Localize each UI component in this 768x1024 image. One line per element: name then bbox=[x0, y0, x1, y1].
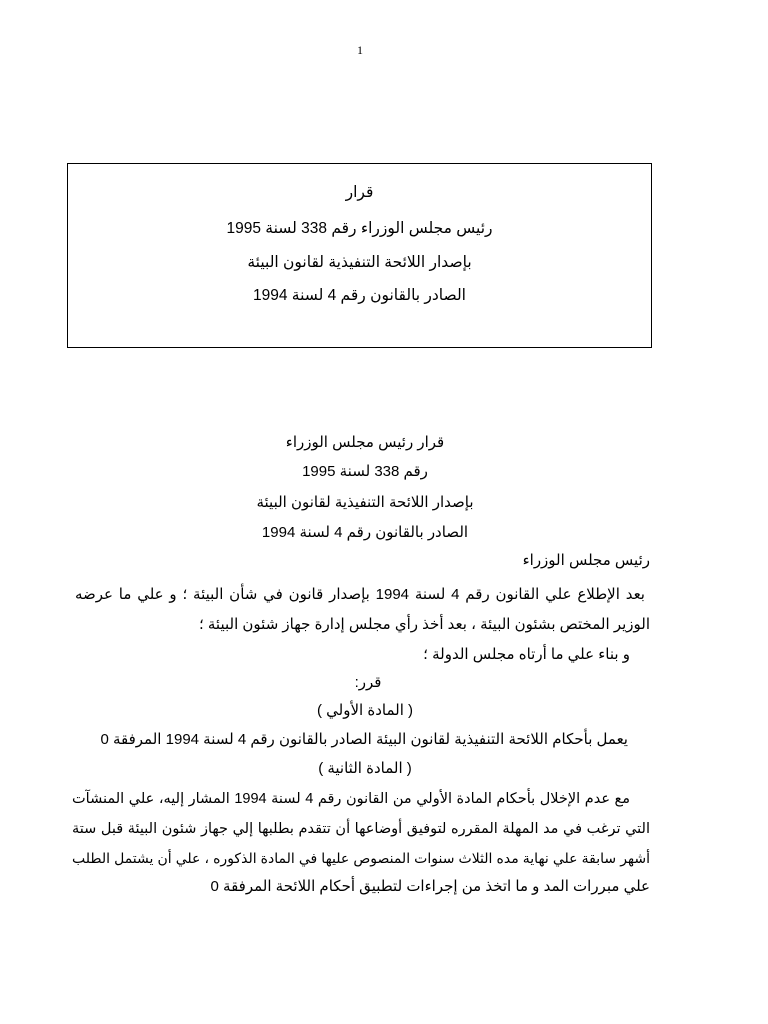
title-box-line-subject: بإصدار اللائحة التنفيذية لقانون البيئة bbox=[247, 254, 472, 271]
title-box-line-decision: قرار bbox=[345, 184, 374, 201]
article-1-line: يعمل بأحكام اللائحة التنفيذية لقانون البيئة الصادر بالقانون رقم 4 لسنة 1994 المرفقة 0 bbox=[100, 731, 628, 748]
title-box-line-law: الصادر بالقانون رقم 4 لسنة 1994 bbox=[252, 287, 466, 304]
heading-line-decision: قرار رئيس مجلس الوزراء bbox=[285, 434, 445, 451]
page-number: 1 bbox=[357, 43, 363, 57]
heading-line-subject: بإصدار اللائحة التنفيذية لقانون البيئة bbox=[256, 494, 474, 511]
article-1-title: ( المادة الأولي ) bbox=[316, 702, 414, 719]
title-box bbox=[67, 163, 652, 348]
article-2-line: علي مبررات المد و ما اتخذ من إجراءات لتطبيق أحكام اللائحة المرفقة 0 bbox=[210, 878, 650, 895]
preamble-line: و بناء علي ما أرتاه مجلس الدولة ؛ bbox=[423, 646, 630, 663]
title-box-line-issuer: رئيس مجلس الوزراء رقم 338 لسنة 1995 bbox=[226, 220, 493, 237]
article-2-line: أشهر سابقة علي نهاية مده الثلاث سنوات المنصوص عليها في المادة الذكوره ، علي أن يشتمل الطلب bbox=[72, 850, 650, 866]
article-2-line: التي ترغب في مد المهلة المقرره لتوفيق أوضاعها أن تتقدم بطلبها إلي جهاز شئون البيئة قبل ستة bbox=[72, 821, 650, 837]
preamble-issuer: رئيس مجلس الوزراء bbox=[522, 552, 650, 569]
heading-line-law: الصادر بالقانون رقم 4 لسنة 1994 bbox=[261, 524, 469, 541]
article-2-title: ( المادة الثانية ) bbox=[318, 760, 412, 777]
heading-line-number: رقم 338 لسنة 1995 bbox=[302, 463, 428, 480]
article-2-line: مع عدم الإخلال بأحكام المادة الأولي من القانون رقم 4 لسنة 1994 المشار إليه، علي المنشآت bbox=[72, 791, 630, 807]
preamble-line: الوزير المختص بشئون البيئة ، بعد أخذ رأي مجلس إدارة جهاز شئون البيئة ؛ bbox=[198, 616, 650, 633]
preamble-line: بعد الإطلاع علي القانون رقم 4 لسنة 1994 بإصدار قانون في شأن البيئة ؛ و علي ما عرضه bbox=[75, 586, 645, 603]
decision-label: قرر: bbox=[354, 674, 382, 691]
